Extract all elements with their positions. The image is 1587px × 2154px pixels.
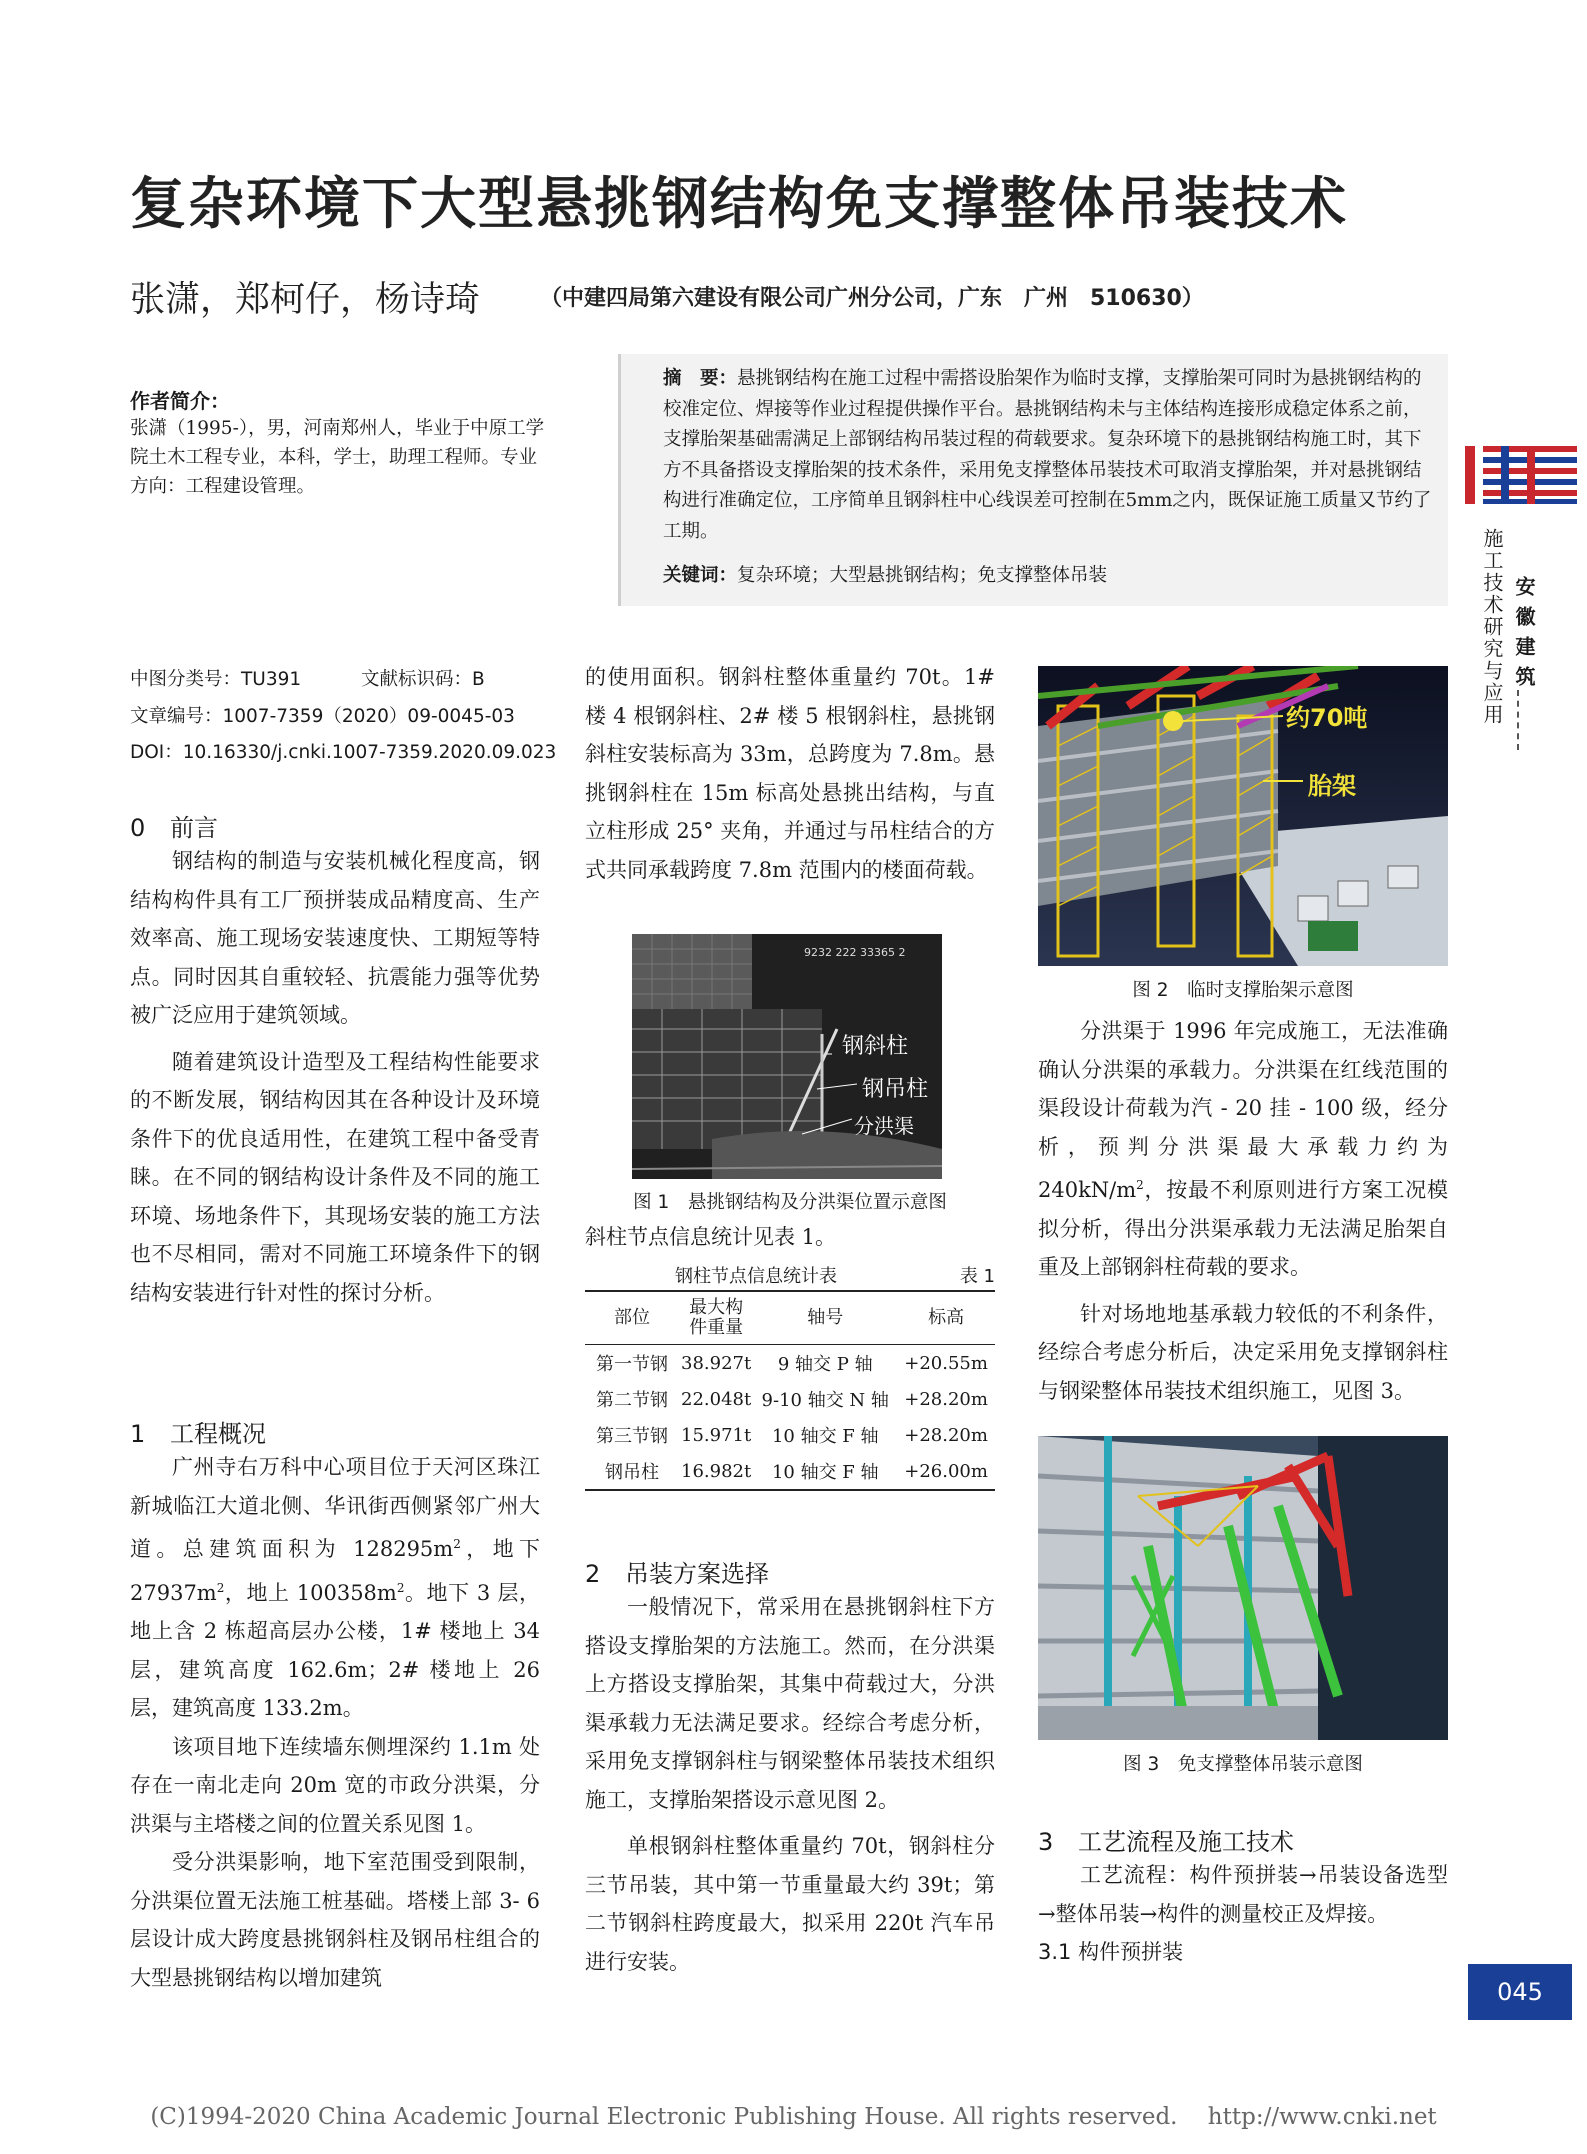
table-cell: 第二节钢	[596, 1390, 668, 1411]
figure-1-photo	[632, 934, 942, 1179]
column-2-top-text	[585, 658, 995, 889]
table-header-cell: 标高	[897, 1291, 995, 1345]
page-number: 045	[1468, 1964, 1572, 2020]
section-2-heading: 2 吊装方案选择	[585, 1560, 769, 1588]
section-0-body	[130, 842, 540, 1312]
document-code: 文献标识码：B	[360, 669, 485, 690]
table-1-grid	[585, 1290, 995, 1491]
author-affiliation: （中建四局第六建设有限公司广州分公司，广东 广州 510630）	[540, 286, 1204, 311]
table-1-title: 钢柱节点信息统计表	[675, 1266, 837, 1287]
table-cell: 钢吊柱	[585, 1453, 679, 1490]
figure-1-caption: 图 1 悬挑钢结构及分洪渠位置示意图	[633, 1192, 947, 1213]
paragraph: 随着建筑设计造型及工程结构性能要求的不断发展，钢结构因其在各种设计及环境条件下的优良适用性，在建筑工程中备受青睐。在不同的钢结构设计条件及不同的施工环境、场地条件下，其现场安装的施工方法也不尽相同，需对不同施工环境条件下的钢结构安装进行针对性的探讨分析。	[130, 1049, 540, 1305]
figure-3-render	[1038, 1436, 1448, 1740]
figure-2-caption: 图 2 临时支撑胎架示意图	[1132, 980, 1354, 1001]
subsection-3-1-heading: 3.1 构件预拼装	[1038, 1940, 1184, 1964]
table-cell: +28.20m	[904, 1424, 988, 1446]
column-name-vertical: 施工技术研究与应用	[1480, 528, 1504, 726]
figure-2-label-weight: 约70吨	[1286, 704, 1368, 732]
section-3-body	[1038, 1856, 1448, 1972]
figure-2-label-frame: 胎架	[1308, 772, 1356, 800]
paragraph: 针对场地地基承载力较低的不利条件，经综合考虑分析后，决定采用免支撑钢斜柱与钢梁整体吊装技术组织施工，见图 3。	[1038, 1301, 1448, 1403]
table-cell: 16.982t	[679, 1453, 753, 1490]
author-bio-text: 张潇（1995-），男，河南郑州人，毕业于中原工学院土木工程专业，本科，学士，助理工程师。专业方向：工程建设管理。	[130, 418, 545, 497]
section-2-body	[585, 1588, 995, 1981]
figure-1-label-hanger-column: 钢吊柱	[862, 1077, 929, 1102]
meta-line-1	[130, 665, 485, 691]
abstract-text: 悬挑钢结构在施工过程中需搭设胎架作为临时支撑，支撑胎架可同时为悬挑钢结构的校准定位、焊接等作业过程提供操作平台。悬挑钢结构未与主体结构连接形成稳定体系之前，支撑胎架基础需满足上部钢结构吊装过程的荷载要求。复杂环境下的悬挑钢结构施工时，其下方不具备搭设支撑胎架的技术条件，采用免支撑整体吊装技术可取消支撑胎架，并对悬挑钢结构进行准确定位，工序简单且钢斜柱中心线误差可控制在5mm之内，既保证施工质量又节约了工期。	[663, 368, 1432, 542]
column-3-body	[1038, 1012, 1448, 1410]
table-row	[585, 1345, 995, 1382]
paragraph: 钢结构的制造与安装机械化程度高，钢结构构件具有工厂预拼装成品精度高、生产效率高、施工现场安装速度快、工期短等特点。同时因其自重较轻、抗震能力强等优势被广泛应用于建筑领域。	[130, 849, 540, 1027]
table-1	[585, 1260, 995, 1491]
section-1-body	[130, 1448, 540, 1997]
paragraph: 受分洪渠影响，地下室范围受到限制，分洪渠位置无法施工桩基础。塔楼上部 3- 6 层设计成大跨度悬挑钢斜柱及钢吊柱组合的大型悬挑钢结构以增加建筑	[130, 1850, 540, 1990]
table-cell: 15.971t	[681, 1424, 752, 1446]
figure-1-label-channel: 分洪渠	[854, 1114, 914, 1138]
paragraph: 单根钢斜柱整体重量约 70t，钢斜柱分三节吊装，其中第一节重量最大约 39t；第二节钢斜柱跨度最大，拟采用 220t 汽车吊进行安装。	[585, 1834, 995, 1974]
table-header-cell: 部位	[585, 1291, 679, 1345]
journal-name-vertical: 安徽建筑	[1512, 576, 1536, 696]
table-cell: 38.927t	[681, 1352, 752, 1374]
section-3-heading: 3 工艺流程及施工技术	[1038, 1828, 1294, 1856]
table-row	[585, 1381, 995, 1417]
table-cell: +20.55m	[904, 1352, 988, 1374]
paragraph: 该项目地下连续墙东侧埋深约 1.1m 处存在一南北走向 20m 宽的市政分洪渠，分洪渠与主塔楼之间的位置关系见图 1。	[130, 1734, 540, 1836]
figure-2-render	[1038, 666, 1448, 966]
clc-number: 中图分类号：TU391	[130, 669, 302, 690]
paragraph: 斜柱节点信息统计见表 1。	[585, 1225, 837, 1249]
table-1-title-row	[585, 1260, 995, 1290]
table-cell: 第三节钢	[596, 1426, 668, 1447]
table-cell: 10 轴交 F 轴	[753, 1453, 897, 1490]
section-0-heading: 0 前言	[130, 814, 218, 842]
journal-logo	[1465, 446, 1577, 504]
table-cell: 9-10 轴交 N 轴	[761, 1390, 889, 1411]
table-row	[585, 1453, 995, 1490]
table-cell: 10 轴交 F 轴	[771, 1426, 879, 1447]
table-intro-text	[585, 1218, 995, 1257]
article-number: 文章编号：1007-7359（2020）09-0045-03	[130, 706, 515, 727]
doi: DOI：10.16330/j.cnki.1007-7359.2020.09.023	[130, 742, 557, 763]
paragraph: 的使用面积。钢斜柱整体重量约 70t。1# 楼 4 根钢斜柱、2# 楼 5 根钢斜柱，悬挑钢斜柱安装标高为 33m，总跨度为 7.8m。悬挑钢斜柱在 15m 标高处悬挑出结构，与直立柱形成 25° 夹角，并通过与吊柱结合的方式共同承载跨度 7.8m 范围内的楼面荷载。	[585, 665, 995, 882]
keywords-text: 复杂环境；大型悬挑钢结构；免支撑整体吊装	[737, 565, 1108, 586]
side-divider	[1517, 690, 1519, 750]
figure-1-label-diagonal-column: 钢斜柱	[842, 1034, 909, 1059]
section-1-heading: 1 工程概况	[130, 1420, 266, 1448]
abstract-box	[618, 354, 1448, 606]
author-list: 张潇，郑柯仔，杨诗琦	[130, 280, 481, 320]
figure-3-caption: 图 3 免支撑整体吊装示意图	[1123, 1754, 1363, 1775]
table-cell: +26.00m	[897, 1453, 995, 1490]
article-title: 复杂环境下大型悬挑钢结构免支撑整体吊装技术	[130, 172, 1348, 237]
table-header-row	[585, 1291, 995, 1345]
table-cell: 9 轴交 P 轴	[777, 1354, 873, 1375]
paragraph: 一般情况下，常采用在悬挑钢斜柱下方搭设支撑胎架的方法施工。然而，在分洪渠上方搭设支撑胎架，其集中荷载过大，分洪渠承载力无法满足要求。经综合考虑分析，采用免支撑钢斜柱与钢梁整体吊装技术组织施工，支撑胎架搭设示意见图 2。	[585, 1595, 995, 1812]
table-cell: +28.20m	[904, 1388, 988, 1410]
paragraph: 分洪渠于 1996 年完成施工，无法准确确认分洪渠的承载力。分洪渠在红线范围的渠段设计荷载为汽 - 20 挂 - 100 级，经分析，预判分洪渠最大承载力约为 $240kN/m^2$，按最不利原则进行方案工况模拟分析，得出分洪渠承载力无法满足胎架自重及上部钢斜柱荷载的要求。	[1038, 1019, 1448, 1279]
author-bio-heading: 作者简介：	[130, 389, 230, 413]
paragraph: 广州寺右万科中心项目位于天河区珠江新城临江大道北侧、华讯街西侧紧邻广州大道。总建筑面积为 $128295m^2$，地下 $27937m^2$，地上 $100358m^2$。地下 3 层，地上含 2 栋超高层办公楼，1# 楼地上 34 层，建筑高度 162.6m；2# 楼地上 26 层，建筑高度 133.2m。	[130, 1455, 540, 1720]
keywords-label: 关键词：	[663, 565, 738, 586]
table-cell: 第一节钢	[596, 1354, 668, 1375]
table-header-cell: 最大构件重量	[679, 1291, 753, 1345]
table-header-cell: 轴号	[753, 1291, 897, 1345]
table-1-number: 表 1	[959, 1266, 995, 1287]
table-cell: 22.048t	[681, 1388, 752, 1410]
copyright-footer: (C)1994-2020 China Academic Journal Electronic Publishing House. All rights reserved. http://www.cnki.net	[150, 2104, 1437, 2130]
keywords-line	[663, 561, 1107, 592]
paragraph: 工艺流程：构件预拼装→吊装设备选型→整体吊装→构件的测量校正及焊接。	[1038, 1863, 1448, 1926]
table-row	[585, 1417, 995, 1453]
figure-1-screen-text: 9232 222 33365 2	[804, 946, 906, 959]
abstract-label: 摘 要：	[663, 368, 738, 389]
